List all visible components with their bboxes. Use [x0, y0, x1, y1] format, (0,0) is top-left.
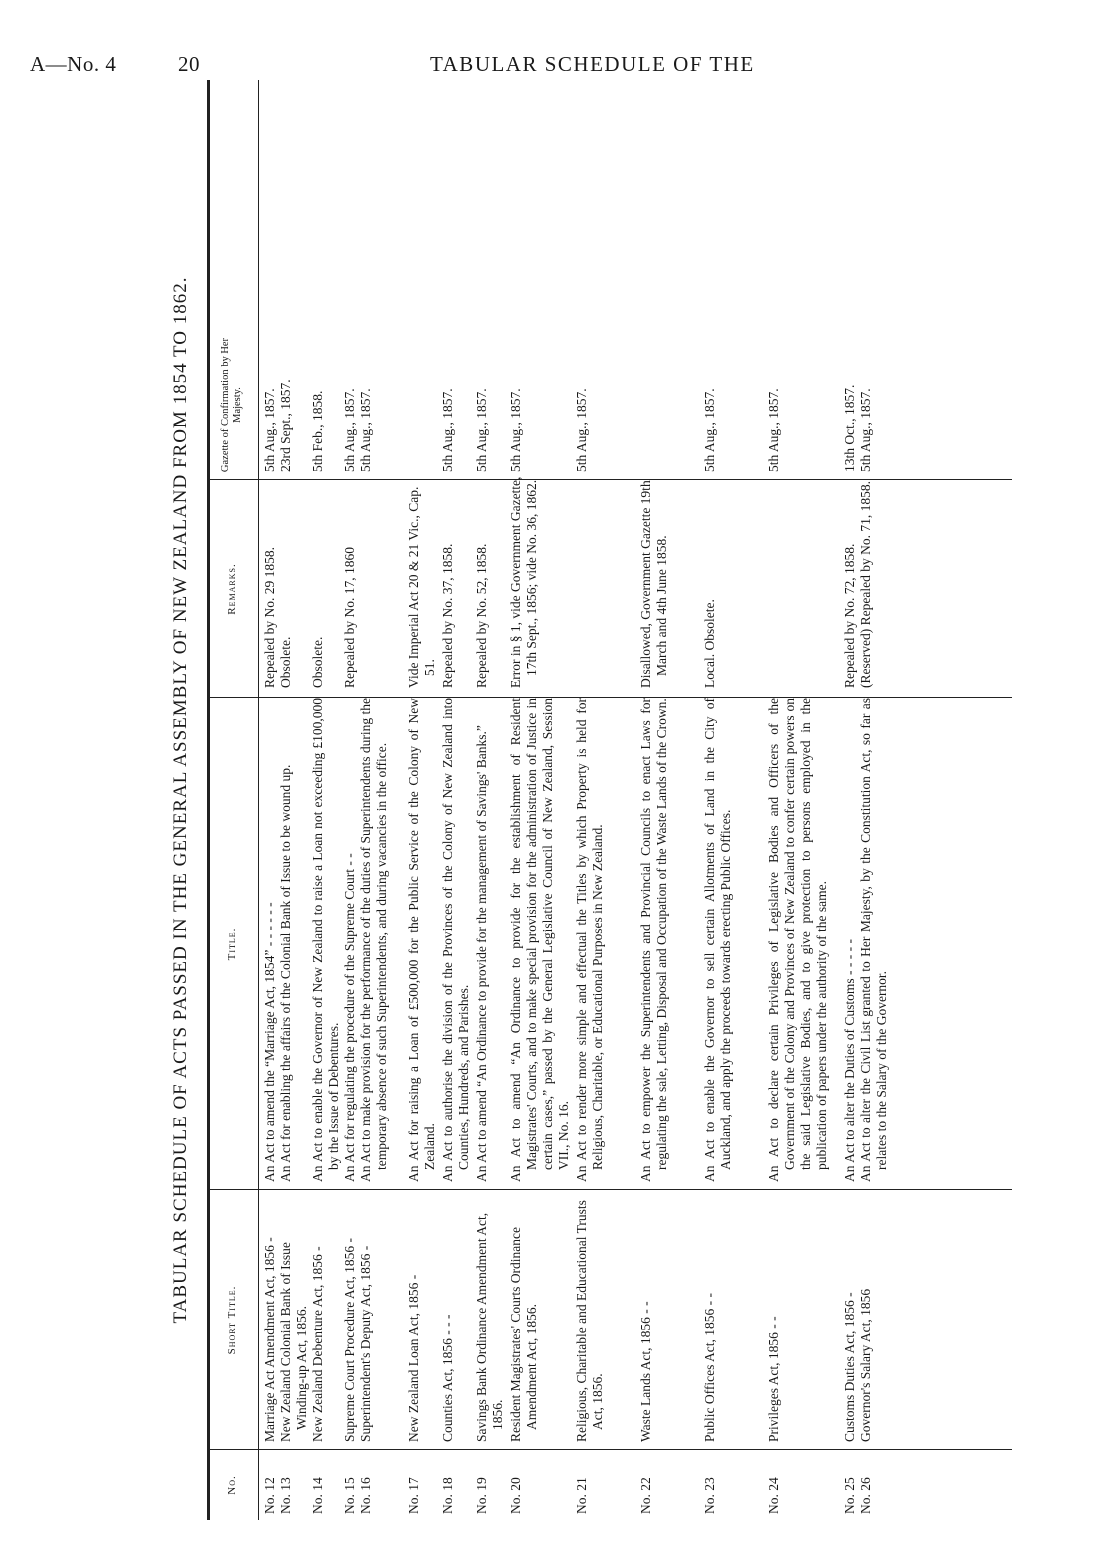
table-caption: TABULAR SCHEDULE OF ACTS PASSED IN THE GENERAL ASSEMBLY OF NEW ZEALAND FROM 1854 TO 1862. — [170, 276, 191, 1324]
row-remarks: Obsolete. — [278, 636, 293, 688]
row-remarks: Local. Obsolete. — [702, 599, 717, 688]
row-title: An Act to amend “An Ordinance to provide for the management of Savings' Banks.” — [474, 725, 489, 1182]
running-title: TABULAR SCHEDULE OF THE — [430, 52, 755, 76]
row-title: An Act to declare certain Privileges of Legislative Bodies and Officers of the Government of the Colony and Provinces of New Zealand to confer certain powers on the said Legislative Bodies, and to give protection to persons employed in the publication of papers under the authority of the same. — [766, 698, 829, 1182]
page-number: 20 — [178, 52, 200, 76]
row-remarks: Obsolete. — [310, 636, 325, 688]
row-number: No. 21 — [574, 1477, 589, 1514]
row-remarks: Repealed by No. 37, 1858. — [440, 543, 455, 688]
row-short-title: Supreme Court Procedure Act, 1856 - — [342, 1238, 357, 1442]
row-gazette-date: 5th Aug., 1857. — [342, 388, 357, 472]
row-short-title: Marriage Act Amendment Act, 1856 - — [262, 1237, 277, 1442]
column-divider — [207, 479, 1012, 480]
row-gazette-date: 5th Aug., 1857. — [574, 388, 589, 472]
row-title: An Act to amend the “Marriage Act, 1854” - - - - - - — [262, 902, 277, 1182]
row-number: No. 26 — [858, 1477, 873, 1514]
row-remarks: Repealed by No. 29 1858. — [262, 547, 277, 688]
row-title: An Act to empower the Superintendents and Provincial Councils to enact Laws for regulating the sale, Letting, Disposal and Occupation of the Waste Lands of the Crown. — [638, 698, 669, 1182]
row-number: No. 19 — [474, 1477, 489, 1514]
row-title: An Act for raising a Loan of £500,000 for the Public Service of the Colony of New Zealand. — [406, 698, 437, 1182]
row-title: An Act to make provision for the performance of the duties of Superintendents during the temporary absence of such Superintendents, and during vacancies in the office. — [358, 698, 389, 1182]
row-short-title: New Zealand Loan Act, 1856 - — [406, 1274, 421, 1442]
row-title: An Act to alter the Duties of Customs - - - - - — [842, 939, 857, 1182]
row-title: An Act for enabling the affairs of the Colonial Bank of Issue to be wound up. — [278, 764, 293, 1182]
row-number: No. 15 — [342, 1477, 357, 1514]
row-gazette-date: 5th Aug., 1857. — [508, 388, 523, 472]
column-header-gazette: Gazette of Confirmation by Her Majesty. — [220, 337, 243, 473]
row-gazette-date: 5th Aug., 1857. — [858, 388, 873, 472]
row-remarks: Vide Imperial Act 20 & 21 Vic., Cap. 51. — [406, 486, 437, 688]
row-title: An Act to render more simple and effectual the Titles by which Property is held for Religious, Charitable, or Educational Purposes in New Zealand. — [574, 698, 605, 1182]
row-short-title: Religious, Charitable and Educational Trusts Act, 1856. — [574, 1200, 605, 1442]
row-gazette-date: 23rd Sept., 1857. — [278, 379, 293, 472]
row-title: An Act to enable the Governor to sell certain Allotments of Land in the City of Auckland, and apply the proceeds towards erecting Public Offices. — [702, 698, 733, 1182]
row-number: No. 14 — [310, 1477, 325, 1514]
rotated-table-frame — [155, 80, 1015, 1520]
row-number: No. 22 — [638, 1477, 653, 1514]
row-number: No. 18 — [440, 1477, 455, 1514]
row-short-title: Privileges Act, 1856 - - — [766, 1316, 781, 1442]
row-remarks: Repealed by No. 52, 1858. — [474, 543, 489, 688]
acts-schedule-table — [207, 80, 1012, 1520]
row-gazette-date: 5th Aug., 1857. — [766, 388, 781, 472]
row-gazette-date: 5th Feb., 1858. — [310, 390, 325, 472]
column-divider — [207, 1449, 1012, 1450]
row-number: No. 12 — [262, 1477, 277, 1514]
row-title: An Act to alter the Civil List granted to Her Majesty, by the Constitution Act, so far as relates to the Salary of the Governor. — [858, 698, 889, 1182]
row-title: An Act to authorise the division of the Provinces of the Colony of New Zealand into Counties, Hundreds, and Parishes. — [440, 698, 471, 1182]
row-short-title: Superintendent's Deputy Act, 1856 - — [358, 1245, 373, 1442]
row-number: No. 20 — [508, 1477, 523, 1514]
row-gazette-date: 5th Aug., 1857. — [474, 388, 489, 472]
row-title: An Act to enable the Governor of New Zealand to raise a Loan not exceeding £100,000 by the Issue of Debentures. — [310, 698, 341, 1182]
row-short-title: New Zealand Colonial Bank of Issue Winding-up Act, 1856. — [278, 1242, 309, 1442]
row-number: No. 16 — [358, 1477, 373, 1514]
row-short-title: New Zealand Debenture Act, 1856 - — [310, 1246, 325, 1442]
row-short-title: Public Offices Act, 1856 - - — [702, 1293, 717, 1442]
header-rule — [258, 80, 259, 1520]
row-remarks: Repealed by No. 72, 1858. — [842, 543, 857, 688]
row-short-title: Savings Bank Ordinance Amendment Act, 1856. — [474, 1212, 505, 1442]
row-number: No. 17 — [406, 1477, 421, 1514]
row-gazette-date: 5th Aug., 1857. — [440, 388, 455, 472]
row-remarks: Error in § 1, vide Government Gazette, 17th Sept., 1856; vide No. 36, 1862. — [508, 476, 539, 688]
row-short-title: Waste Lands Act, 1856 - - — [638, 1301, 653, 1442]
row-title: An Act to amend “An Ordinance to provide for the establishment of Resident Magistrates' Courts, and to make special provision for the administration of Justice in certain cases,” passed by the General Legislative Council of New Zealand, Session VII., No. 16. — [508, 698, 571, 1182]
row-short-title: Governor's Salary Act, 1856 — [858, 1288, 873, 1442]
row-number: No. 23 — [702, 1477, 717, 1514]
column-header-short-title: Short Title. — [226, 1285, 238, 1355]
row-number: No. 13 — [278, 1477, 293, 1514]
row-number: No. 24 — [766, 1477, 781, 1514]
column-header-title: Title. — [226, 927, 238, 961]
row-gazette-date: 5th Aug., 1857. — [262, 388, 277, 472]
column-header-no: No. — [226, 1475, 238, 1495]
row-gazette-date: 5th Aug., 1857. — [702, 388, 717, 472]
row-short-title: Customs Duties Act, 1856 - — [842, 1292, 857, 1442]
row-number: No. 25 — [842, 1477, 857, 1514]
row-remarks: Disallowed, Government Gazette 19th March and 4th June 1858. — [638, 480, 669, 688]
row-short-title: Resident Magistrates' Courts Ordinance Amendment Act, 1856. — [508, 1226, 539, 1442]
row-title: An Act for regulating the procedure of the Supreme Court - - — [342, 853, 357, 1182]
column-header-remarks: Remarks. — [226, 563, 238, 615]
row-remarks: (Reserved) Repealed by No. 71, 1858. — [858, 481, 873, 688]
row-gazette-date: 5th Aug., 1857. — [358, 388, 373, 472]
row-remarks: Repealed by No. 17, 1860 — [342, 547, 357, 688]
column-divider — [207, 1189, 1012, 1190]
document-reference: A—No. 4 — [30, 52, 117, 76]
row-short-title: Counties Act, 1856 - - - — [440, 1314, 455, 1442]
row-gazette-date: 13th Oct., 1857. — [842, 384, 857, 472]
